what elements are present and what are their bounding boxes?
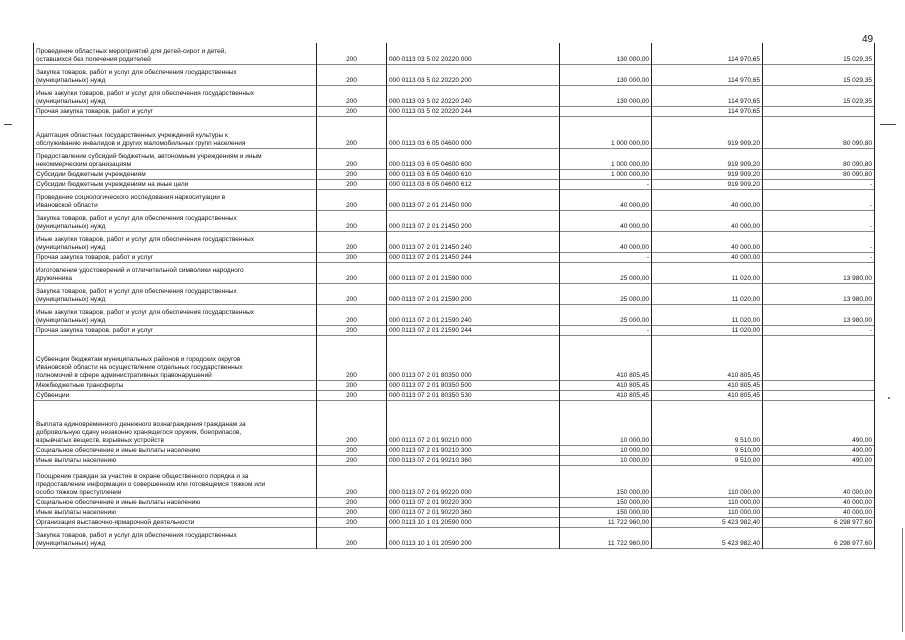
row-name: Прочая закупка товаров, работ и услуг [34,106,317,116]
row-admin-code: 200 [317,400,387,445]
row-remaining-amount: - [763,189,875,210]
row-approved-amount: 1 000 000,00 [560,169,652,179]
row-name: Изготовление удостоверений и отличительной символики народного дружинника [34,262,317,283]
table-row [34,380,875,390]
table-row [34,335,875,380]
table-row [34,231,875,252]
row-executed-amount: 11 020,00 [652,283,763,304]
row-admin-code: 200 [317,445,387,455]
row-name: Закупка товаров, работ и услуг для обеспечения государственных (муниципальных) нужд [34,210,317,231]
left-margin-mark [4,124,12,125]
row-remaining-amount: 40 000,00 [763,465,875,497]
row-name: Поощрение граждан за участие в охране общественного порядка и за предоставление информации о совершенном или готовящемся тяжком или особо тяжком преступлении [34,465,317,497]
row-name: Субсидии бюджетным учреждениям [34,169,317,179]
right-margin-dot [888,397,890,399]
row-budget-code: 000 0113 07 2 01 80350 530 [387,390,560,400]
row-approved-amount: 11 722 960,00 [560,527,652,548]
row-budget-code: 000 0113 03 6 05 04600 610 [387,169,560,179]
row-admin-code: 200 [317,527,387,548]
row-approved-amount: - [560,252,652,262]
row-remaining-amount: 13 980,00 [763,283,875,304]
row-budget-code: 000 0113 03 6 05 04600 612 [387,179,560,189]
row-budget-code: 000 0113 07 2 01 21450 240 [387,231,560,252]
row-name: Иные закупки товаров, работ и услуг для обеспечения государственных (муниципальных) нужд [34,85,317,106]
row-budget-code: 000 0113 07 2 01 21590 200 [387,283,560,304]
row-name: Прочая закупка товаров, работ и услуг [34,325,317,335]
row-remaining-amount: - [763,210,875,231]
row-remaining-amount: 15 029,35 [763,43,875,64]
row-executed-amount: 410 805,45 [652,335,763,380]
row-budget-code: 000 0113 07 2 01 80350 500 [387,380,560,390]
row-executed-amount: 9 510,00 [652,455,763,465]
row-approved-amount [560,106,652,116]
row-approved-amount: 150 000,00 [560,465,652,497]
row-admin-code: 200 [317,380,387,390]
row-approved-amount: 410 805,45 [560,335,652,380]
row-remaining-amount: 80 090,80 [763,116,875,148]
row-name: Межбюджетные трансферты [34,380,317,390]
row-approved-amount: 410 805,45 [560,390,652,400]
row-executed-amount: 114 970,65 [652,106,763,116]
table-row [34,116,875,148]
row-remaining-amount: 6 298 977,60 [763,527,875,548]
row-admin-code: 200 [317,325,387,335]
page-number: 49 [862,34,874,45]
row-approved-amount: 150 000,00 [560,507,652,517]
row-executed-amount: 110 000,00 [652,507,763,517]
row-executed-amount: 40 000,00 [652,210,763,231]
row-remaining-amount: 80 090,80 [763,148,875,169]
row-approved-amount: 1 000 000,00 [560,116,652,148]
row-approved-amount: 11 722 960,00 [560,517,652,527]
row-remaining-amount [763,390,875,400]
table-row [34,445,875,455]
row-executed-amount: 114 970,65 [652,85,763,106]
row-executed-amount: 5 423 982,40 [652,517,763,527]
row-admin-code: 200 [317,231,387,252]
row-admin-code: 200 [317,189,387,210]
row-admin-code: 200 [317,169,387,179]
row-executed-amount: 410 805,45 [652,390,763,400]
row-executed-amount: 919 909,20 [652,179,763,189]
row-executed-amount: 110 000,00 [652,465,763,497]
row-name: Адаптация областных государственных учреждений культуры к обслуживанию инвалидов и других маломобильных групп населения [34,116,317,148]
row-name: Субвенции бюджетам муниципальных районов и городских округов Ивановской области на осуществление отдельных государственных полномочий в сфере административных правонарушений [34,335,317,380]
row-name: Иные закупки товаров, работ и услуг для обеспечения государственных (муниципальных) нужд [34,231,317,252]
row-executed-amount: 9 510,00 [652,400,763,445]
row-approved-amount: 40 000,00 [560,210,652,231]
row-budget-code: 000 0113 03 5 02 20220 200 [387,64,560,85]
right-margin-mark [880,124,896,125]
row-name: Закупка товаров, работ и услуг для обеспечения государственных (муниципальных) нужд [34,283,317,304]
row-budget-code: 000 0113 07 2 01 80350 000 [387,335,560,380]
table-row [34,189,875,210]
table-row [34,325,875,335]
budget-execution-table [33,43,875,549]
row-remaining-amount [763,335,875,380]
row-approved-amount: 10 000,00 [560,455,652,465]
row-admin-code: 200 [317,465,387,497]
row-admin-code: 200 [317,283,387,304]
row-budget-code: 000 0113 07 2 01 21450 200 [387,210,560,231]
row-admin-code: 200 [317,252,387,262]
row-executed-amount: 11 020,00 [652,304,763,325]
row-approved-amount: - [560,325,652,335]
table-row [34,43,875,64]
row-remaining-amount: - [763,179,875,189]
row-executed-amount: 114 970,65 [652,64,763,85]
row-remaining-amount: - [763,252,875,262]
table-row [34,85,875,106]
row-name: Проведение социологического исследования наркоситуации в Ивановской области [34,189,317,210]
row-executed-amount: 919 909,20 [652,148,763,169]
row-remaining-amount: 15 029,35 [763,64,875,85]
row-name: Субсидии бюджетным учреждениям на иные цели [34,179,317,189]
row-admin-code: 200 [317,390,387,400]
row-name: Организация выставочно-ярмарочной деятельности [34,517,317,527]
row-remaining-amount: 6 298 977,60 [763,517,875,527]
row-approved-amount: 40 000,00 [560,189,652,210]
row-admin-code: 200 [317,455,387,465]
table-row [34,210,875,231]
table-row [34,507,875,517]
row-name: Иные выплаты населению [34,507,317,517]
row-remaining-amount: 15 029,35 [763,85,875,106]
table-row [34,517,875,527]
row-name: Выплата единовременного денежного вознаграждения гражданам за добровольную сдачу незаконно хранящегося оружия, боеприпасов, взрывчатых веществ, взрывных устройств [34,400,317,445]
row-admin-code: 200 [317,335,387,380]
table-row [34,455,875,465]
row-budget-code: 000 0113 07 2 01 90210 360 [387,455,560,465]
row-budget-code: 000 0113 03 6 05 04600 000 [387,116,560,148]
table-row [34,64,875,85]
row-budget-code: 000 0113 03 5 02 20220 000 [387,43,560,64]
row-budget-code: 000 0113 07 2 01 90220 300 [387,497,560,507]
table-body [34,43,875,548]
row-admin-code: 200 [317,262,387,283]
row-executed-amount: 5 423 982,40 [652,527,763,548]
row-admin-code: 200 [317,497,387,507]
row-budget-code: 000 0113 07 2 01 21450 244 [387,252,560,262]
row-name: Предоставление субсидий бюджетным, автономным учреждениям и иным некоммерческим организациям [34,148,317,169]
table-row [34,400,875,445]
row-name: Закупка товаров, работ и услуг для обеспечения государственных (муниципальных) нужд [34,64,317,85]
row-remaining-amount: - [763,231,875,252]
row-approved-amount: 130 000,00 [560,85,652,106]
row-executed-amount: 410 805,45 [652,380,763,390]
table-row [34,106,875,116]
row-admin-code: 200 [317,116,387,148]
row-budget-code: 000 0113 07 2 01 21590 240 [387,304,560,325]
row-budget-code: 000 0113 07 2 01 21590 000 [387,262,560,283]
row-name: Субвенции [34,390,317,400]
row-name: Иные закупки товаров, работ и услуг для обеспечения государственных (муниципальных) нужд [34,304,317,325]
row-budget-code: 000 0113 10 1 01 20590 200 [387,527,560,548]
row-admin-code: 200 [317,179,387,189]
row-remaining-amount: 40 000,00 [763,507,875,517]
table-row [34,497,875,507]
row-admin-code: 200 [317,210,387,231]
row-admin-code: 200 [317,507,387,517]
row-admin-code: 200 [317,304,387,325]
row-remaining-amount: 40 000,00 [763,497,875,507]
row-executed-amount: 110 000,00 [652,497,763,507]
row-executed-amount: 919 909,20 [652,169,763,179]
row-executed-amount: 114 970,65 [652,43,763,64]
row-name: Закупка товаров, работ и услуг для обеспечения государственных (муниципальных) нужд [34,527,317,548]
row-admin-code: 200 [317,64,387,85]
row-budget-code: 000 0113 07 2 01 90220 360 [387,507,560,517]
row-approved-amount: 10 000,00 [560,400,652,445]
table-row [34,262,875,283]
row-admin-code: 200 [317,148,387,169]
row-budget-code: 000 0113 10 1 01 20590 000 [387,517,560,527]
row-approved-amount: 40 000,00 [560,231,652,252]
row-remaining-amount [763,106,875,116]
row-remaining-amount: 490,00 [763,445,875,455]
row-budget-code: 000 0113 07 2 01 90220 000 [387,465,560,497]
row-executed-amount: 11 020,00 [652,262,763,283]
row-approved-amount: 1 000 000,00 [560,148,652,169]
row-budget-code: 000 0113 03 5 02 20220 240 [387,85,560,106]
row-budget-code: 000 0113 07 2 01 21450 000 [387,189,560,210]
row-remaining-amount: 13 980,00 [763,262,875,283]
row-executed-amount: 40 000,00 [652,252,763,262]
row-budget-code: 000 0113 03 6 05 04600 600 [387,148,560,169]
row-admin-code: 200 [317,85,387,106]
row-remaining-amount: 490,00 [763,455,875,465]
row-name: Социальное обеспечение и иные выплаты населению [34,497,317,507]
row-approved-amount: 150 000,00 [560,497,652,507]
row-executed-amount: 11 020,00 [652,325,763,335]
table-row [34,169,875,179]
row-name: Прочая закупка товаров, работ и услуг [34,252,317,262]
table-row [34,148,875,169]
row-executed-amount: 9 510,00 [652,445,763,455]
row-admin-code: 200 [317,43,387,64]
row-name: Проведение областных мероприятий для детей-сирот и детей, оставшихся без попечения родителей [34,43,317,64]
row-approved-amount: 25 000,00 [560,304,652,325]
row-admin-code: 200 [317,106,387,116]
table-row [34,527,875,548]
row-remaining-amount [763,380,875,390]
row-approved-amount: 25 000,00 [560,262,652,283]
row-approved-amount: - [560,179,652,189]
row-executed-amount: 919 909,20 [652,116,763,148]
row-name: Иные выплаты населению [34,455,317,465]
scan-edge-line [902,528,903,632]
row-approved-amount: 25 000,00 [560,283,652,304]
row-executed-amount: 40 000,00 [652,189,763,210]
row-remaining-amount: 490,00 [763,400,875,445]
table-row [34,390,875,400]
row-approved-amount: 130 000,00 [560,43,652,64]
row-executed-amount: 40 000,00 [652,231,763,252]
row-budget-code: 000 0113 07 2 01 90210 300 [387,445,560,455]
row-remaining-amount: 13 980,00 [763,304,875,325]
table-row [34,304,875,325]
table-row [34,465,875,497]
row-budget-code: 000 0113 07 2 01 21590 244 [387,325,560,335]
table-row [34,283,875,304]
row-remaining-amount: 80 090,80 [763,169,875,179]
row-approved-amount: 130 000,00 [560,64,652,85]
row-admin-code: 200 [317,517,387,527]
row-approved-amount: 410 805,45 [560,380,652,390]
table-row [34,179,875,189]
table-row [34,252,875,262]
row-budget-code: 000 0113 03 5 02 20220 244 [387,106,560,116]
row-name: Социальное обеспечение и иные выплаты населению [34,445,317,455]
row-approved-amount: 10 000,00 [560,445,652,455]
row-remaining-amount: - [763,325,875,335]
row-budget-code: 000 0113 07 2 01 90210 000 [387,400,560,445]
